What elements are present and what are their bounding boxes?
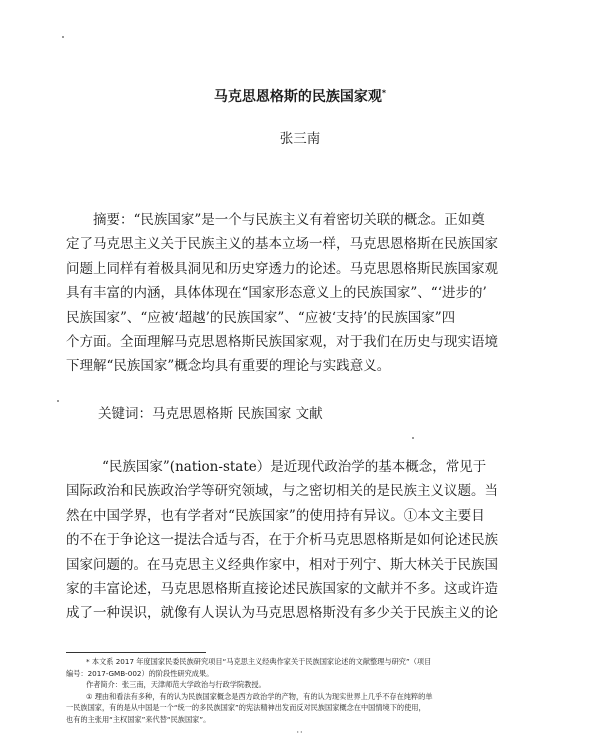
scan-speck xyxy=(62,36,64,38)
title-text: 马克思恩格斯的民族国家观 xyxy=(213,89,382,105)
body-line: 成了一种误识，就像有人误认为马克思恩格斯没有多少关于民族主义的论 xyxy=(66,605,498,622)
footnote-line: ① 理由和看法有多种，有的认为民族国家概念是西方政治学的产物，有的认为现实世界上几乎不存在纯粹的单 xyxy=(86,691,433,701)
footnotes xyxy=(66,656,546,725)
body-line: 国际政治和民族政治学等研究领域，与之密切相关的是民族主义议题。当 xyxy=(66,483,498,500)
scan-speck xyxy=(57,400,59,402)
page-number: ·· xyxy=(296,728,304,737)
footnote-line: 也有的主张用“主权国家”来代替“民族国家”。 xyxy=(66,714,211,724)
scan-speck xyxy=(412,437,414,439)
body-line: 的不在于争论这一提法合适与否，在于介析马克思恩格斯是如何论述民族 xyxy=(66,532,498,549)
abstract xyxy=(66,208,538,379)
paper-title xyxy=(0,86,600,106)
keywords-line: 关键词：马克思恩格斯 民族国家 文献 xyxy=(98,406,323,422)
footnote-separator xyxy=(66,652,206,653)
body-line: 家的丰富论述，马克思恩格斯直接论述民族国家的文献并不多。这或许造 xyxy=(66,581,498,598)
body-line: “民族国家”(nation-state）是近现代政治学的基本概念，常见于 xyxy=(102,459,487,475)
abstract-line: 民族国家”、“应被‘超越’的民族国家”、“应被‘支持’的民族国家”四 xyxy=(66,309,456,326)
abstract-line: 摘要：“民族国家”是一个与民族主义有着密切关联的概念。正如奠 xyxy=(93,212,485,228)
body-line: 然在中国学界，也有学者对“民族国家”的使用持有异议。①本文主要目 xyxy=(66,507,485,524)
body-line: 国家问题的。在马克思主义经典作家中，相对于列宁、斯大林关于民族国 xyxy=(66,556,498,573)
abstract-line: 下理解“民族国家”概念均具有重要的理论与实践意义。 xyxy=(66,358,391,375)
abstract-line: 个方面。全面理解马克思恩格斯民族国家观，对于我们在历史与现实语境 xyxy=(66,334,498,351)
footnote-line: 编号：2017-GMB-002）的阶段性研究成果。 xyxy=(66,668,214,678)
title-footnote-mark: * xyxy=(381,88,387,98)
footnote-line: 作者简介：张三南，天津师范大学政治与行政学院教授。 xyxy=(86,680,266,689)
abstract-line: 具有丰富的内涵，具体体现在“国家形态意义上的民族国家”、“‘进步的’ xyxy=(66,285,487,302)
body-text xyxy=(66,455,538,626)
abstract-line: 问题上同样有着极具洞见和历史穿透力的论述。马克思恩格斯民族国家观 xyxy=(66,260,498,277)
abstract-line: 定了马克思主义关于民族主义的基本立场一样，马克思恩格斯在民族国家 xyxy=(66,236,498,253)
author-name: 张三南 xyxy=(279,131,321,147)
footnote-line: 一民族国家，有的是从中国是一个“统一的多民族国家”的宪法精神出发而反对民族国家概念在中国情境下的使用， xyxy=(66,703,426,712)
footnote-line: * 本文系 2017 年度国家民委民族研究项目“马克思主义经典作家关于民族国家论述的文献整理与研究”（项目 xyxy=(86,657,432,666)
keywords xyxy=(98,402,538,426)
